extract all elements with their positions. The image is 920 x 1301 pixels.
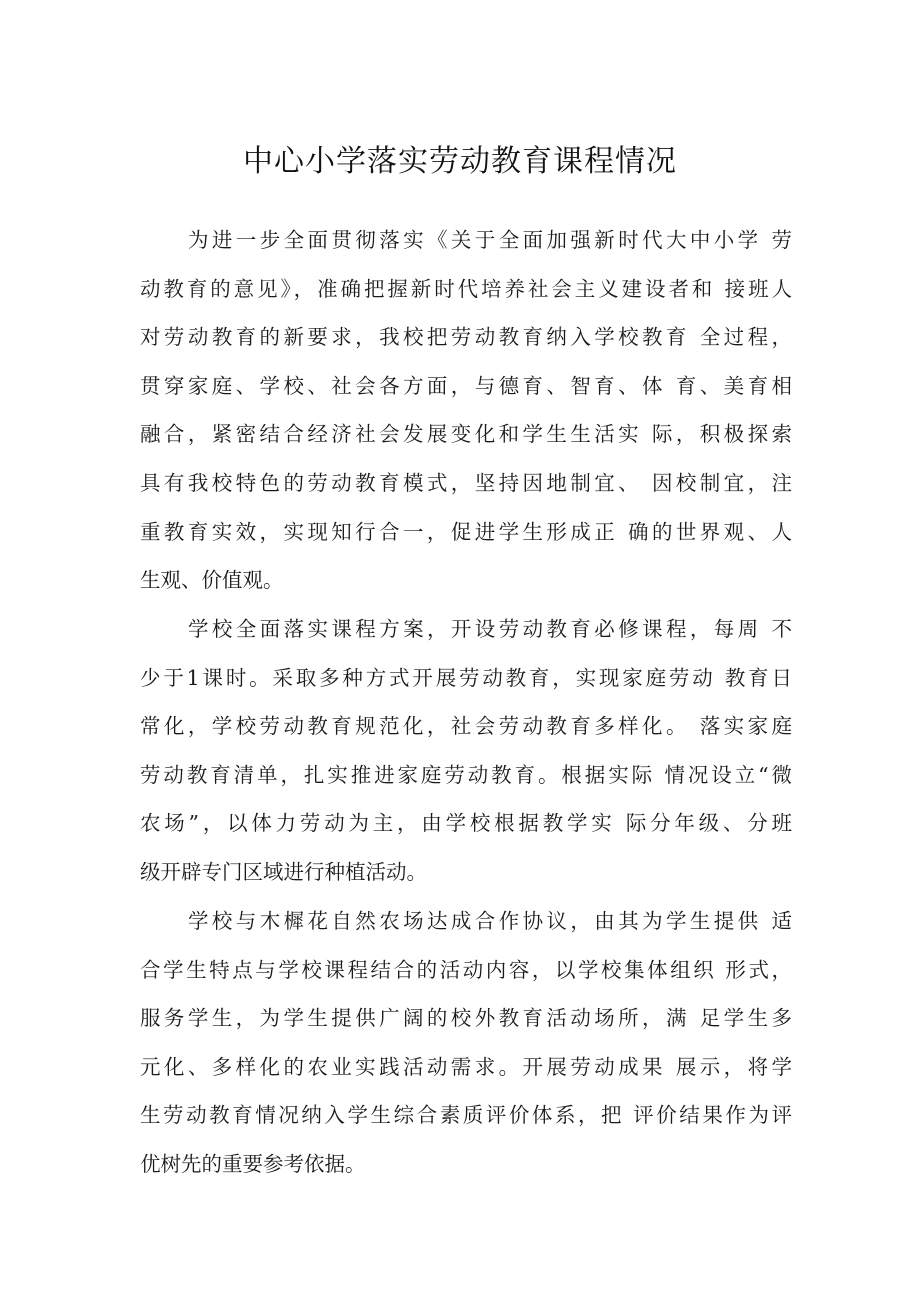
paragraph-line: 贯穿家庭、学校、社会各方面，与德育、智育、体 育、美育相	[140, 373, 792, 398]
paragraph-line: 具有我校特色的劳动教育模式，坚持因地制宜、 因校制宜，注	[140, 470, 792, 495]
paragraph-line: 生观、价值观。	[140, 568, 284, 593]
paragraph-line: 对劳动教育的新要求，我校把劳动教育纳入学校教育 全过程，	[140, 325, 792, 350]
paragraph-line: 少于1课时。采取多种方式开展劳动教育，实现家庭劳动 教育日	[140, 665, 792, 690]
document-title: 中心小学落实劳动教育课程情况	[243, 144, 677, 179]
paragraph-line: 劳动教育清单，扎实推进家庭劳动教育。根据实际 情况设立“微	[140, 762, 792, 787]
paragraph-line: 优树先的重要参考依据。	[140, 1151, 366, 1176]
paragraph-line: 学校全面落实课程方案，开设劳动教育必修课程，每周 不	[188, 617, 792, 641]
paragraph-line: 融合，紧密结合经济社会发展变化和学生生活实 际，积极探索	[140, 422, 792, 447]
paragraph-line: 合学生特点与学校课程结合的活动内容，以学校集体组织 形式，	[140, 957, 792, 982]
paragraph-1	[140, 216, 792, 605]
paragraph-line: 服务学生，为学生提供广阔的校外教育活动场所，满 足学生多	[140, 1006, 792, 1031]
paragraph-line: 农场”，以体力劳动为主，由学校根据教学实 际分年级、分班	[140, 811, 792, 836]
paragraph-line: 动教育的意见》，准确把握新时代培养社会主义建设者和 接班人	[140, 276, 792, 301]
paragraph-line: 元化、多样化的农业实践活动需求。开展劳动成果 展示，将学	[140, 1054, 792, 1079]
paragraph-line: 级开辟专门区域进行种植活动。	[140, 859, 427, 884]
paragraph-line: 生劳动教育情况纳入学生综合素质评价体系，把 评价结果作为评	[140, 1103, 792, 1128]
paragraph-line: 为进一步全面贯彻落实《关于全面加强新时代大中小学 劳	[188, 228, 792, 252]
paragraph-line: 常化，学校劳动教育规范化，社会劳动教育多样化。 落实家庭	[140, 714, 792, 739]
paragraph-3	[140, 897, 792, 1189]
paragraph-line: 学校与木樨花自然农场达成合作协议，由其为学生提供 适	[188, 909, 792, 933]
paragraph-line: 重教育实效，实现知行合一，促进学生形成正 确的世界观、人	[140, 519, 792, 544]
paragraph-2	[140, 605, 792, 897]
